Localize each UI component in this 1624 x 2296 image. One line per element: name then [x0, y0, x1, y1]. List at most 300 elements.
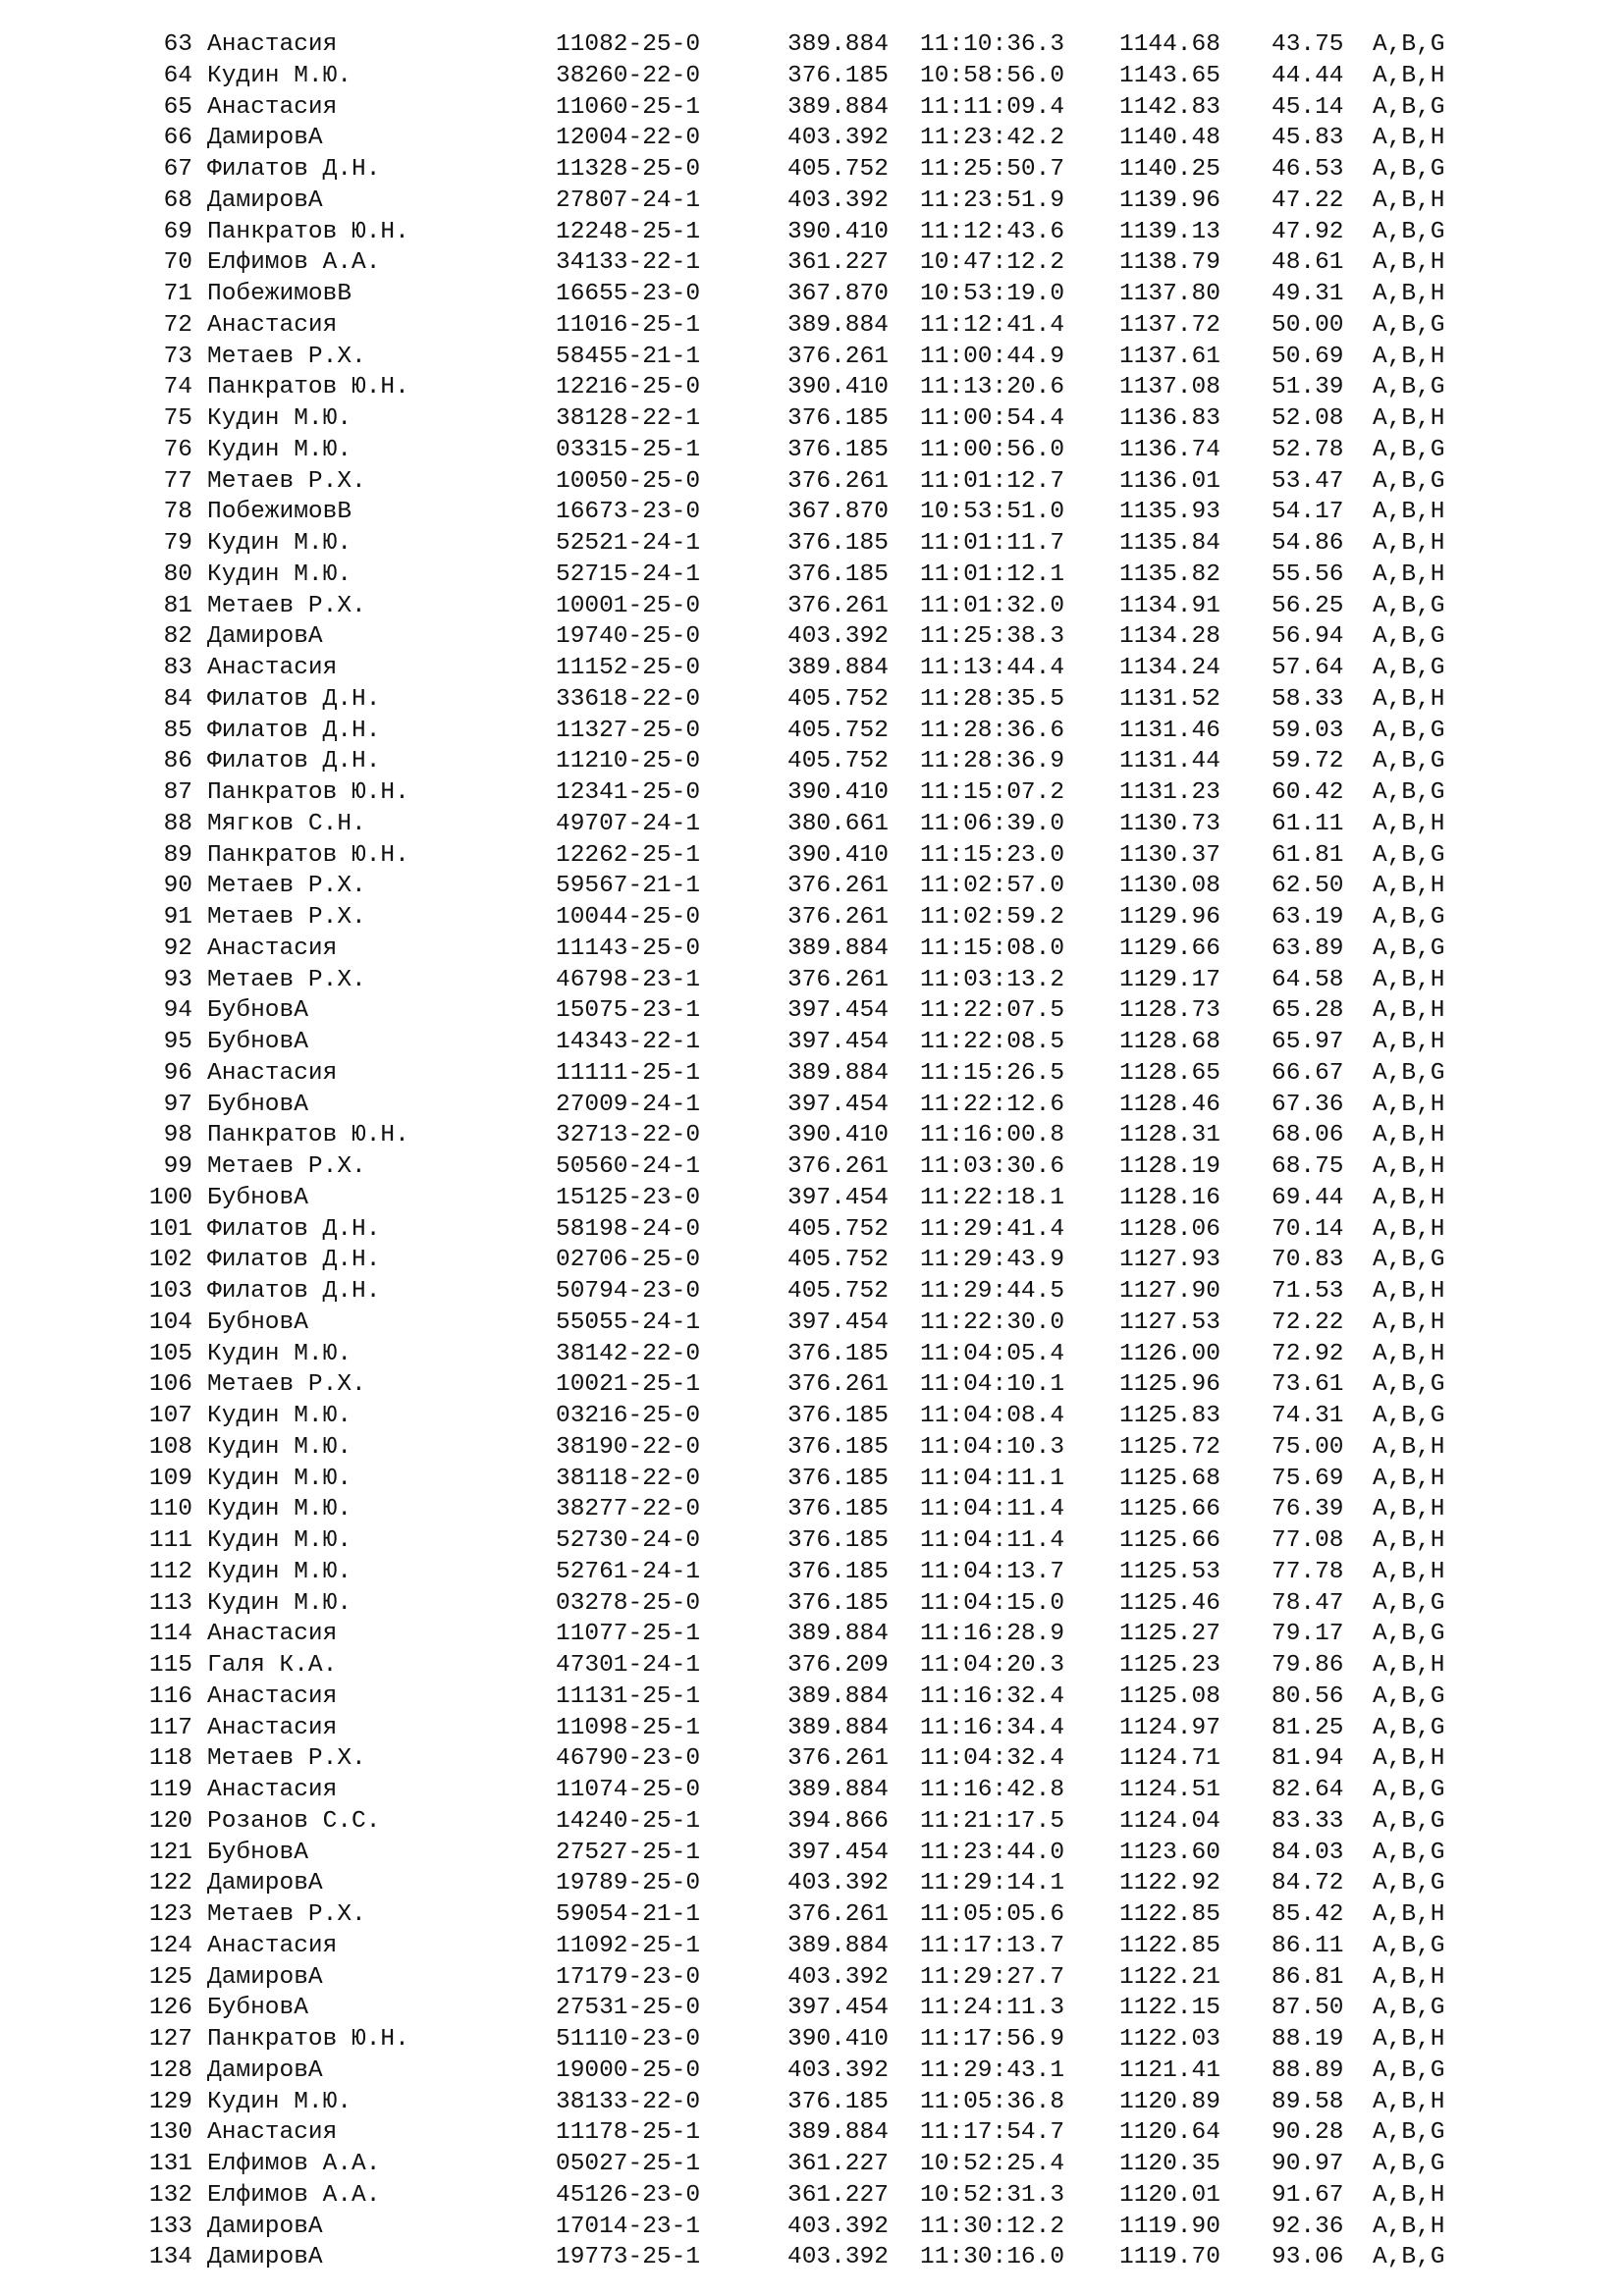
distance-cell: 397.454: [787, 1184, 889, 1211]
ring-number-cell: 38133-22-0: [556, 2088, 701, 2115]
arrival-time-cell: 11:29:14.1: [920, 1870, 1065, 1897]
speed-cell: 1124.97: [1119, 1714, 1220, 1741]
groups-cell: A,B,G: [1373, 1247, 1445, 1274]
percent-cell: 82.64: [1272, 1777, 1344, 1803]
distance-cell: 376.185: [787, 1433, 889, 1461]
fancier-name-cell: Кудин М.Ю.: [207, 530, 352, 557]
speed-cell: 1128.46: [1119, 1091, 1220, 1118]
percent-cell: 88.89: [1272, 2056, 1344, 2084]
ring-number-cell: 16655-23-0: [556, 281, 701, 307]
distance-cell: 361.227: [787, 2181, 889, 2209]
place-cell: 131: [148, 2151, 192, 2177]
groups-cell: A,B,H: [1373, 499, 1445, 526]
arrival-time-cell: 11:29:41.4: [920, 1215, 1065, 1243]
groups-cell: A,B,H: [1373, 1184, 1445, 1211]
arrival-time-cell: 11:05:36.8: [920, 2088, 1065, 2115]
ring-number-cell: 11327-25-0: [556, 717, 701, 744]
groups-cell: A,B,G: [1373, 156, 1445, 183]
place-cell: 81: [163, 592, 192, 619]
ring-number-cell: 38260-22-0: [556, 62, 701, 89]
place-cell: 119: [148, 1777, 192, 1803]
percent-cell: 66.67: [1272, 1059, 1344, 1087]
speed-cell: 1136.83: [1119, 405, 1220, 432]
speed-cell: 1122.15: [1119, 1995, 1220, 2022]
percent-cell: 47.22: [1272, 187, 1344, 214]
ring-number-cell: 11131-25-1: [556, 1682, 701, 1710]
groups-cell: A,B,H: [1373, 1278, 1445, 1305]
distance-cell: 376.261: [787, 343, 889, 370]
table-row: [0, 777, 1624, 809]
table-row: [0, 403, 1624, 435]
distance-cell: 376.185: [787, 530, 889, 557]
speed-cell: 1125.72: [1119, 1433, 1220, 1461]
speed-cell: 1138.79: [1119, 249, 1220, 277]
place-cell: 64: [163, 62, 192, 89]
speed-cell: 1130.37: [1119, 841, 1220, 869]
distance-cell: 376.261: [787, 873, 889, 900]
speed-cell: 1134.24: [1119, 655, 1220, 681]
groups-cell: A,B,H: [1373, 1465, 1445, 1492]
percent-cell: 54.86: [1272, 530, 1344, 557]
distance-cell: 376.261: [787, 1901, 889, 1928]
arrival-time-cell: 11:06:39.0: [920, 810, 1065, 837]
place-cell: 63: [163, 31, 192, 58]
percent-cell: 53.47: [1272, 467, 1344, 495]
fancier-name-cell: Кудин М.Ю.: [207, 1403, 352, 1429]
groups-cell: A,B,H: [1373, 1153, 1445, 1180]
ring-number-cell: 38128-22-1: [556, 405, 701, 432]
fancier-name-cell: Филатов Д.Н.: [207, 1278, 381, 1305]
percent-cell: 74.31: [1272, 1403, 1344, 1429]
groups-cell: A,B,H: [1373, 2088, 1445, 2115]
ring-number-cell: 45126-23-0: [556, 2181, 701, 2209]
fancier-name-cell: Филатов Д.Н.: [207, 748, 381, 775]
speed-cell: 1131.52: [1119, 685, 1220, 713]
fancier-name-cell: Метаев Р.Х.: [207, 1153, 366, 1180]
distance-cell: 405.752: [787, 1278, 889, 1305]
percent-cell: 69.44: [1272, 1184, 1344, 1211]
place-cell: 75: [163, 405, 192, 432]
table-row: [0, 840, 1624, 872]
percent-cell: 76.39: [1272, 1496, 1344, 1523]
place-cell: 70: [163, 249, 192, 277]
fancier-name-cell: Метаев Р.Х.: [207, 966, 366, 993]
distance-cell: 376.185: [787, 1496, 889, 1523]
groups-cell: A,B,H: [1373, 1029, 1445, 1055]
table-row: [0, 61, 1624, 92]
place-cell: 92: [163, 934, 192, 962]
table-row: [0, 809, 1624, 840]
distance-cell: 397.454: [787, 1839, 889, 1866]
distance-cell: 376.261: [787, 904, 889, 931]
table-row: [0, 528, 1624, 560]
distance-cell: 403.392: [787, 623, 889, 651]
groups-cell: A,B,G: [1373, 2119, 1445, 2147]
speed-cell: 1125.96: [1119, 1371, 1220, 1399]
speed-cell: 1126.00: [1119, 1340, 1220, 1367]
percent-cell: 77.08: [1272, 1527, 1344, 1554]
percent-cell: 45.14: [1272, 93, 1344, 121]
distance-cell: 403.392: [787, 125, 889, 152]
place-cell: 128: [148, 2056, 192, 2084]
fancier-name-cell: Филатов Д.Н.: [207, 156, 381, 183]
ring-number-cell: 15075-23-1: [556, 997, 701, 1025]
table-row: [0, 123, 1624, 154]
distance-cell: 367.870: [787, 281, 889, 307]
table-row: [0, 1557, 1624, 1588]
percent-cell: 46.53: [1272, 156, 1344, 183]
groups-cell: A,B,G: [1373, 374, 1445, 401]
table-row: [0, 372, 1624, 403]
fancier-name-cell: Анастасия: [207, 1621, 338, 1648]
table-row: [0, 186, 1624, 217]
table-row: [0, 342, 1624, 373]
percent-cell: 64.58: [1272, 966, 1344, 993]
place-cell: 93: [163, 966, 192, 993]
distance-cell: 389.884: [787, 1059, 889, 1087]
groups-cell: A,B,H: [1373, 1215, 1445, 1243]
place-cell: 101: [148, 1215, 192, 1243]
distance-cell: 390.410: [787, 218, 889, 245]
place-cell: 98: [163, 1122, 192, 1149]
place-cell: 116: [148, 1682, 192, 1710]
table-row: [0, 684, 1624, 716]
groups-cell: A,B,G: [1373, 1589, 1445, 1617]
ring-number-cell: 47301-24-1: [556, 1652, 701, 1679]
arrival-time-cell: 11:10:36.3: [920, 31, 1065, 58]
speed-cell: 1136.01: [1119, 467, 1220, 495]
arrival-time-cell: 11:01:12.7: [920, 467, 1065, 495]
fancier-name-cell: Кудин М.Ю.: [207, 436, 352, 463]
fancier-name-cell: Метаев Р.Х.: [207, 1371, 366, 1399]
percent-cell: 55.56: [1272, 561, 1344, 588]
arrival-time-cell: 11:17:56.9: [920, 2026, 1065, 2053]
percent-cell: 91.67: [1272, 2181, 1344, 2209]
table-row: [0, 2242, 1624, 2273]
percent-cell: 68.06: [1272, 1122, 1344, 1149]
ring-number-cell: 11092-25-1: [556, 1932, 701, 1959]
place-cell: 65: [163, 93, 192, 121]
speed-cell: 1137.61: [1119, 343, 1220, 370]
place-cell: 96: [163, 1059, 192, 1087]
place-cell: 105: [148, 1340, 192, 1367]
place-cell: 80: [163, 561, 192, 588]
place-cell: 122: [148, 1870, 192, 1897]
ring-number-cell: 49707-24-1: [556, 810, 701, 837]
arrival-time-cell: 11:29:27.7: [920, 1963, 1065, 1991]
fancier-name-cell: Анастасия: [207, 31, 338, 58]
ring-number-cell: 38190-22-0: [556, 1433, 701, 1461]
ring-number-cell: 59567-21-1: [556, 873, 701, 900]
arrival-time-cell: 10:52:31.3: [920, 2181, 1065, 2209]
speed-cell: 1124.51: [1119, 1777, 1220, 1803]
speed-cell: 1134.91: [1119, 592, 1220, 619]
ring-number-cell: 16673-23-0: [556, 499, 701, 526]
fancier-name-cell: Анастасия: [207, 1714, 338, 1741]
fancier-name-cell: Кудин М.Ю.: [207, 1433, 352, 1461]
distance-cell: 376.261: [787, 592, 889, 619]
distance-cell: 376.261: [787, 966, 889, 993]
groups-cell: A,B,H: [1373, 1433, 1445, 1461]
speed-cell: 1128.31: [1119, 1122, 1220, 1149]
percent-cell: 79.86: [1272, 1652, 1344, 1679]
groups-cell: A,B,G: [1373, 592, 1445, 619]
groups-cell: A,B,H: [1373, 1745, 1445, 1773]
distance-cell: 376.185: [787, 1403, 889, 1429]
table-row: [0, 560, 1624, 591]
groups-cell: A,B,G: [1373, 1839, 1445, 1866]
arrival-time-cell: 11:04:32.4: [920, 1745, 1065, 1773]
distance-cell: 397.454: [787, 1029, 889, 1055]
percent-cell: 45.83: [1272, 125, 1344, 152]
distance-cell: 394.866: [787, 1807, 889, 1835]
fancier-name-cell: БубновА: [207, 1308, 308, 1336]
speed-cell: 1128.06: [1119, 1215, 1220, 1243]
fancier-name-cell: Анастасия: [207, 1777, 338, 1803]
place-cell: 72: [163, 311, 192, 339]
speed-cell: 1125.68: [1119, 1465, 1220, 1492]
table-row: [0, 497, 1624, 528]
table-row: [0, 1339, 1624, 1370]
ring-number-cell: 27009-24-1: [556, 1091, 701, 1118]
arrival-time-cell: 11:04:08.4: [920, 1403, 1065, 1429]
speed-cell: 1122.85: [1119, 1932, 1220, 1959]
groups-cell: A,B,G: [1373, 1870, 1445, 1897]
speed-cell: 1140.25: [1119, 156, 1220, 183]
distance-cell: 389.884: [787, 93, 889, 121]
percent-cell: 83.33: [1272, 1807, 1344, 1835]
arrival-time-cell: 11:12:43.6: [920, 218, 1065, 245]
arrival-time-cell: 11:30:12.2: [920, 2213, 1065, 2240]
arrival-time-cell: 11:28:36.6: [920, 717, 1065, 744]
arrival-time-cell: 11:29:44.5: [920, 1278, 1065, 1305]
speed-cell: 1125.66: [1119, 1527, 1220, 1554]
place-cell: 106: [148, 1371, 192, 1399]
fancier-name-cell: БубновА: [207, 1995, 308, 2022]
arrival-time-cell: 11:30:16.0: [920, 2244, 1065, 2271]
speed-cell: 1131.23: [1119, 779, 1220, 806]
table-row: [0, 1494, 1624, 1525]
speed-cell: 1124.04: [1119, 1807, 1220, 1835]
speed-cell: 1125.27: [1119, 1621, 1220, 1648]
place-cell: 85: [163, 717, 192, 744]
percent-cell: 61.11: [1272, 810, 1344, 837]
groups-cell: A,B,G: [1373, 1995, 1445, 2022]
groups-cell: A,B,G: [1373, 779, 1445, 806]
arrival-time-cell: 11:15:07.2: [920, 779, 1065, 806]
place-cell: 124: [148, 1932, 192, 1959]
ring-number-cell: 10044-25-0: [556, 904, 701, 931]
groups-cell: A,B,G: [1373, 1059, 1445, 1087]
groups-cell: A,B,G: [1373, 841, 1445, 869]
fancier-name-cell: Анастасия: [207, 934, 338, 962]
ring-number-cell: 27807-24-1: [556, 187, 701, 214]
ring-number-cell: 11077-25-1: [556, 1621, 701, 1648]
arrival-time-cell: 11:15:08.0: [920, 934, 1065, 962]
ring-number-cell: 19740-25-0: [556, 623, 701, 651]
arrival-time-cell: 11:03:13.2: [920, 966, 1065, 993]
table-row: [0, 2117, 1624, 2149]
table-row: [0, 1058, 1624, 1090]
groups-cell: A,B,G: [1373, 934, 1445, 962]
percent-cell: 54.17: [1272, 499, 1344, 526]
arrival-time-cell: 10:53:51.0: [920, 499, 1065, 526]
speed-cell: 1139.96: [1119, 187, 1220, 214]
speed-cell: 1129.17: [1119, 966, 1220, 993]
fancier-name-cell: ДамировА: [207, 2244, 323, 2271]
arrival-time-cell: 11:04:05.4: [920, 1340, 1065, 1367]
table-row: [0, 1090, 1624, 1121]
groups-cell: A,B,G: [1373, 1621, 1445, 1648]
place-cell: 133: [148, 2213, 192, 2240]
table-row: [0, 29, 1624, 61]
speed-cell: 1125.66: [1119, 1496, 1220, 1523]
ring-number-cell: 17014-23-1: [556, 2213, 701, 2240]
speed-cell: 1137.72: [1119, 311, 1220, 339]
percent-cell: 79.17: [1272, 1621, 1344, 1648]
distance-cell: 389.884: [787, 1682, 889, 1710]
fancier-name-cell: Метаев Р.Х.: [207, 467, 366, 495]
table-row: [0, 2180, 1624, 2212]
groups-cell: A,B,H: [1373, 1340, 1445, 1367]
percent-cell: 68.75: [1272, 1153, 1344, 1180]
distance-cell: 376.185: [787, 405, 889, 432]
ring-number-cell: 19773-25-1: [556, 2244, 701, 2271]
percent-cell: 88.19: [1272, 2026, 1344, 2053]
distance-cell: 390.410: [787, 2026, 889, 2053]
ring-number-cell: 51110-23-0: [556, 2026, 701, 2053]
percent-cell: 43.75: [1272, 31, 1344, 58]
percent-cell: 44.44: [1272, 62, 1344, 89]
ring-number-cell: 11082-25-0: [556, 31, 701, 58]
arrival-time-cell: 10:52:25.4: [920, 2151, 1065, 2177]
ring-number-cell: 58198-24-0: [556, 1215, 701, 1243]
ring-number-cell: 46798-23-1: [556, 966, 701, 993]
fancier-name-cell: ДамировА: [207, 623, 323, 651]
table-row: [0, 591, 1624, 622]
distance-cell: 376.185: [787, 62, 889, 89]
distance-cell: 376.185: [787, 1589, 889, 1617]
table-row: [0, 1525, 1624, 1557]
groups-cell: A,B,H: [1373, 2026, 1445, 2053]
fancier-name-cell: Кудин М.Ю.: [207, 1465, 352, 1492]
ring-number-cell: 32713-22-0: [556, 1122, 701, 1149]
arrival-time-cell: 11:22:12.6: [920, 1091, 1065, 1118]
arrival-time-cell: 11:16:00.8: [920, 1122, 1065, 1149]
percent-cell: 81.94: [1272, 1745, 1344, 1773]
table-row: [0, 2087, 1624, 2118]
groups-cell: A,B,H: [1373, 2213, 1445, 2240]
groups-cell: A,B,G: [1373, 311, 1445, 339]
percent-cell: 75.00: [1272, 1433, 1344, 1461]
ring-number-cell: 10050-25-0: [556, 467, 701, 495]
table-row: [0, 965, 1624, 996]
speed-cell: 1120.89: [1119, 2088, 1220, 2115]
speed-cell: 1125.83: [1119, 1403, 1220, 1429]
percent-cell: 84.03: [1272, 1839, 1344, 1866]
speed-cell: 1127.90: [1119, 1278, 1220, 1305]
ring-number-cell: 11016-25-1: [556, 311, 701, 339]
ring-number-cell: 38142-22-0: [556, 1340, 701, 1367]
speed-cell: 1127.53: [1119, 1308, 1220, 1336]
speed-cell: 1119.70: [1119, 2244, 1220, 2271]
arrival-time-cell: 11:04:10.3: [920, 1433, 1065, 1461]
ring-number-cell: 10021-25-1: [556, 1371, 701, 1399]
ring-number-cell: 03315-25-1: [556, 436, 701, 463]
fancier-name-cell: Филатов Д.Н.: [207, 1247, 381, 1274]
ring-number-cell: 12248-25-1: [556, 218, 701, 245]
table-row: [0, 1214, 1624, 1246]
groups-cell: A,B,G: [1373, 218, 1445, 245]
distance-cell: 390.410: [787, 779, 889, 806]
distance-cell: 376.261: [787, 1153, 889, 1180]
table-row: [0, 1464, 1624, 1495]
ring-number-cell: 52761-24-1: [556, 1558, 701, 1585]
speed-cell: 1120.35: [1119, 2151, 1220, 2177]
groups-cell: A,B,G: [1373, 1403, 1445, 1429]
percent-cell: 58.33: [1272, 685, 1344, 713]
speed-cell: 1143.65: [1119, 62, 1220, 89]
percent-cell: 80.56: [1272, 1682, 1344, 1710]
table-row: [0, 154, 1624, 186]
groups-cell: A,B,H: [1373, 966, 1445, 993]
distance-cell: 397.454: [787, 1308, 889, 1336]
distance-cell: 367.870: [787, 499, 889, 526]
place-cell: 83: [163, 655, 192, 681]
groups-cell: A,B,H: [1373, 810, 1445, 837]
fancier-name-cell: БубновА: [207, 1029, 308, 1055]
place-cell: 110: [148, 1496, 192, 1523]
table-row: [0, 1713, 1624, 1744]
arrival-time-cell: 11:11:09.4: [920, 93, 1065, 121]
speed-cell: 1136.74: [1119, 436, 1220, 463]
table-row: [0, 1432, 1624, 1464]
groups-cell: A,B,G: [1373, 467, 1445, 495]
arrival-time-cell: 11:04:11.1: [920, 1465, 1065, 1492]
arrival-time-cell: 11:01:32.0: [920, 592, 1065, 619]
arrival-time-cell: 11:01:12.1: [920, 561, 1065, 588]
groups-cell: A,B,H: [1373, 685, 1445, 713]
groups-cell: A,B,H: [1373, 530, 1445, 557]
arrival-time-cell: 11:28:35.5: [920, 685, 1065, 713]
fancier-name-cell: Филатов Д.Н.: [207, 685, 381, 713]
groups-cell: A,B,H: [1373, 125, 1445, 152]
percent-cell: 70.83: [1272, 1247, 1344, 1274]
fancier-name-cell: ДамировА: [207, 2213, 323, 2240]
ring-number-cell: 50560-24-1: [556, 1153, 701, 1180]
percent-cell: 70.14: [1272, 1215, 1344, 1243]
groups-cell: A,B,H: [1373, 1963, 1445, 1991]
arrival-time-cell: 11:02:57.0: [920, 873, 1065, 900]
place-cell: 117: [148, 1714, 192, 1741]
table-row: [0, 995, 1624, 1027]
groups-cell: A,B,H: [1373, 1558, 1445, 1585]
percent-cell: 57.64: [1272, 655, 1344, 681]
groups-cell: A,B,H: [1373, 873, 1445, 900]
distance-cell: 405.752: [787, 748, 889, 775]
fancier-name-cell: Анастасия: [207, 1682, 338, 1710]
table-row: [0, 2056, 1624, 2087]
percent-cell: 56.94: [1272, 623, 1344, 651]
place-cell: 66: [163, 125, 192, 152]
fancier-name-cell: Панкратов Ю.Н.: [207, 374, 409, 401]
groups-cell: A,B,H: [1373, 1308, 1445, 1336]
percent-cell: 61.81: [1272, 841, 1344, 869]
fancier-name-cell: БубновА: [207, 1091, 308, 1118]
groups-cell: A,B,H: [1373, 187, 1445, 214]
arrival-time-cell: 10:47:12.2: [920, 249, 1065, 277]
ring-number-cell: 02706-25-0: [556, 1247, 701, 1274]
